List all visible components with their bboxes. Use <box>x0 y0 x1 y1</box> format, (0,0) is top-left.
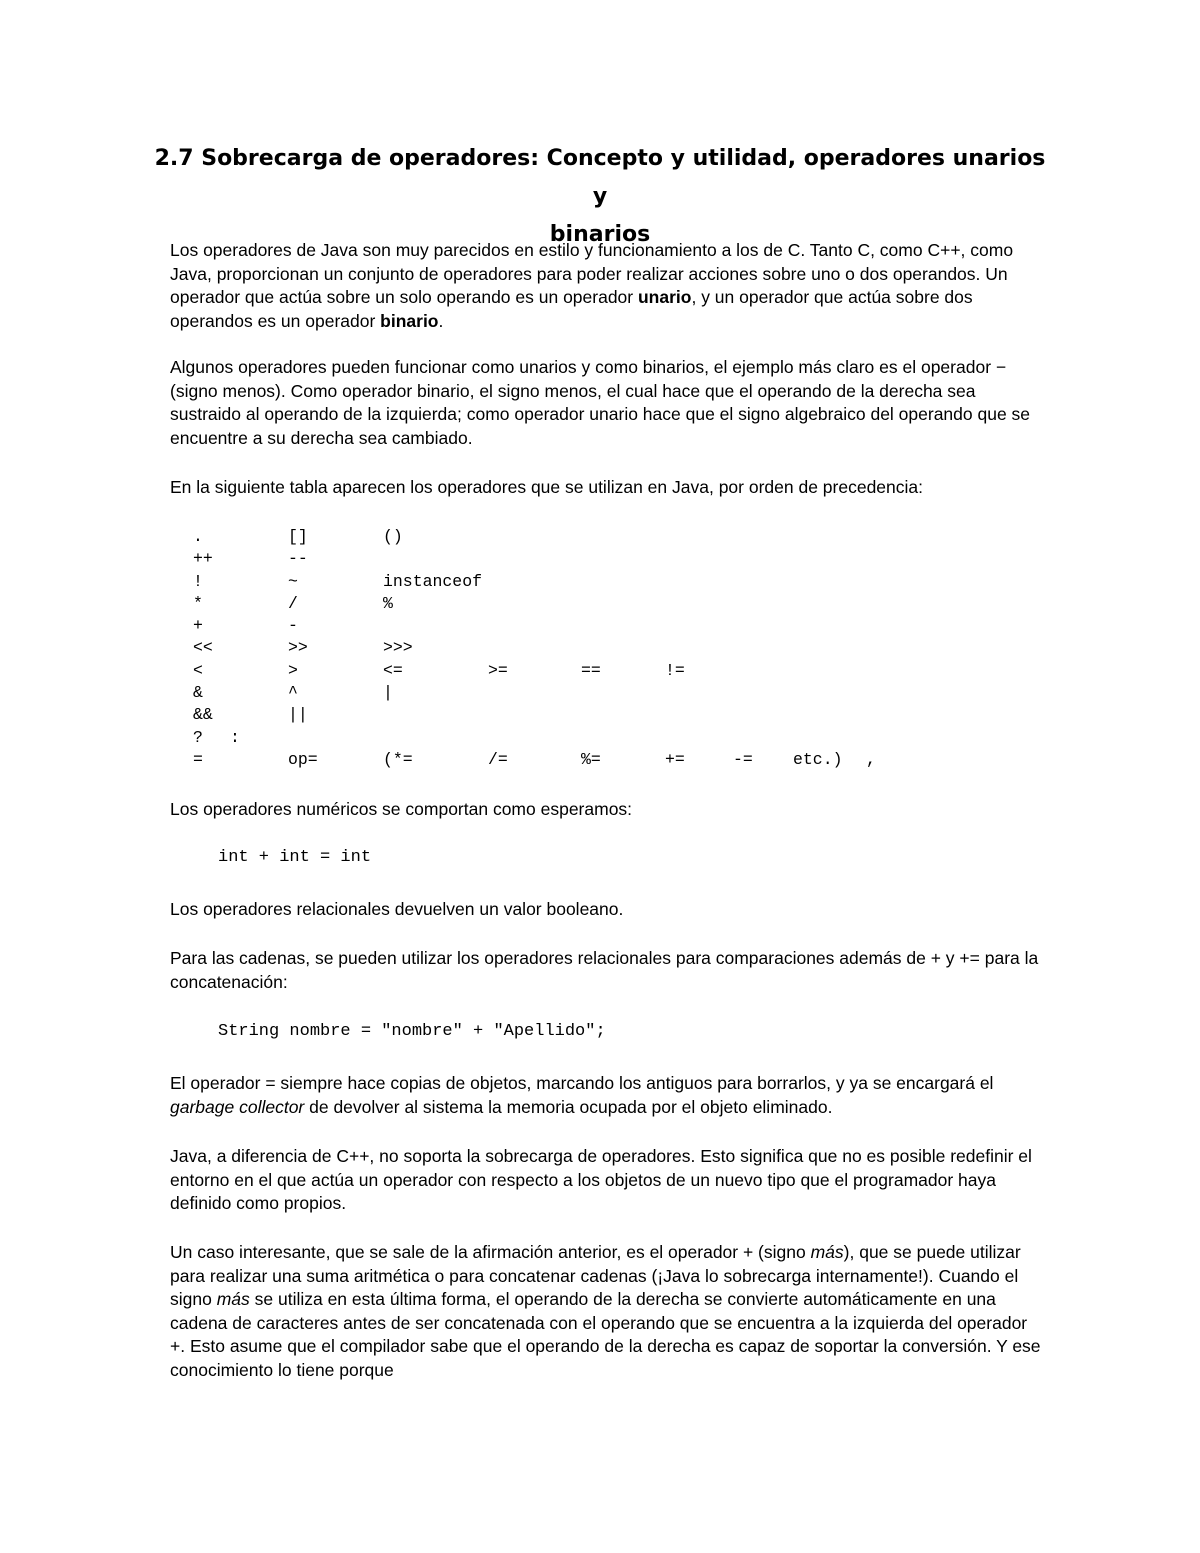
operator: < <box>193 660 203 680</box>
operator: == <box>581 660 601 680</box>
operator: >>> <box>383 638 413 658</box>
section-title-line-1: 2.7 Sobrecarga de operadores: Concepto y utilidad, operadores unarios y <box>154 146 1046 209</box>
paragraph-text: Un caso interesante, que se sale de la afirmación anterior, es el operador + (signo <box>170 1242 811 1262</box>
paragraph-text: ), que se puede utilizar para realizar una suma aritmética o para concatenar cadenas (¡Java lo sobrecarga internamente!). Cuando el signo <box>170 1242 1021 1309</box>
operator: op= <box>288 749 318 769</box>
operator: >= <box>488 660 508 680</box>
operator: & <box>193 683 203 703</box>
paragraph-relational-operators: Los operadores relacionales devuelven un valor booleano. <box>170 899 624 919</box>
operator: [] <box>288 527 308 546</box>
operator: != <box>665 660 685 680</box>
operator: ! <box>193 571 203 591</box>
operator: () <box>383 527 403 546</box>
operator: %= <box>581 749 601 769</box>
term-garbage-collector: garbage collector <box>170 1096 305 1117</box>
paragraph-text: . <box>438 310 444 331</box>
paragraph-java-operators-intro <box>170 239 1045 333</box>
operator: , <box>866 749 876 769</box>
term-mas: más <box>216 1289 250 1309</box>
operator: && <box>193 705 213 725</box>
paragraph-assignment-operator <box>170 1072 1045 1119</box>
operator: ^ <box>288 683 298 703</box>
paragraph-text: , y un operador que actúa sobre dos operandos es un operador <box>170 287 973 331</box>
operator: : <box>230 727 240 747</box>
operator: -= <box>733 749 753 769</box>
operator: + <box>193 616 203 636</box>
paragraph-text: se utiliza en esta última forma, el operando de la derecha se convierte automáticamente en una cadena de caracteres antes de ser concatenada con el operando que se encuentra a la izquierda del operador +. Esto asume que el compilador sabe que el operando de la derecha es capaz de soportar la conversión. Y ese conocimiento lo tiene porque <box>170 1289 1041 1380</box>
operator: >> <box>288 638 308 658</box>
operator: | <box>383 683 393 703</box>
operator: / <box>288 593 298 613</box>
operator: * <box>193 593 203 613</box>
operator: /= <box>488 749 508 769</box>
operator: instanceof <box>383 571 483 591</box>
operator: <= <box>383 660 403 680</box>
operator: ? <box>193 727 203 747</box>
paragraph-text: El operador = siempre hace copias de objetos, marcando los antiguos para borrarlos, y ya se encargará el <box>170 1073 994 1093</box>
operator: ++ <box>193 549 213 569</box>
operator: || <box>288 705 308 725</box>
operator: . <box>193 527 203 546</box>
operator: -- <box>288 549 308 569</box>
paragraph-no-overloading: Java, a diferencia de C++, no soporta la sobrecarga de operadores. Esto significa que no es posible redefinir el entorno en el que actúa un operador con respecto a los objetos de un nuevo tipo que el programador haya definido como propios. <box>170 1146 1032 1213</box>
code-snippet-string-concat: String nombre = "nombre" + "Apellido"; <box>218 1022 606 1041</box>
operator: - <box>288 616 298 636</box>
operator: ~ <box>288 571 298 591</box>
operator: etc.) <box>793 749 843 769</box>
section-title-line-2: binarios <box>549 222 651 247</box>
operator: % <box>383 593 393 613</box>
paragraph-text: Los operadores de Java son muy parecidos en estilo y funcionamiento a los de C. Tanto C, como C++, como Java, proporcionan un conjunto de operadores para poder realizar acciones sobre uno o dos operandos. Un operador que actúa sobre un solo operando es un operador <box>170 240 1014 307</box>
operator: (*= <box>383 749 413 769</box>
operator: = <box>193 749 203 769</box>
code-snippet-int-sum: int + int = int <box>218 848 372 867</box>
operator: += <box>665 749 685 769</box>
operator: > <box>288 660 298 680</box>
paragraph-string-operators: Para las cadenas, se pueden utilizar los operadores relacionales para comparaciones además de + y += para la concatenación: <box>170 948 1039 992</box>
term-binario: binario <box>380 310 439 331</box>
section-title <box>150 140 1050 254</box>
paragraph-plus-overload <box>170 1241 1045 1382</box>
paragraph-table-intro: En la siguiente tabla aparecen los operadores que se utilizan en Java, por orden de precedencia: <box>170 477 924 497</box>
operator: << <box>193 638 213 658</box>
term-unario: unario <box>637 287 692 307</box>
paragraph-text: de devolver al sistema la memoria ocupada por el objeto eliminado. <box>304 1096 833 1117</box>
term-mas: más <box>810 1242 844 1262</box>
paragraph-unary-binary: Algunos operadores pueden funcionar como unarios y como binarios, el ejemplo más claro es el operador − (signo menos). Como operador binario, el signo menos, el cual hace que el operando de la derecha sea sustraido al operando de la izquierda; como operador unario hace que el signo algebraico del operando que se encuentre a su derecha sea cambiado. <box>170 357 1031 448</box>
paragraph-numeric-operators: Los operadores numéricos se comportan como esperamos: <box>170 799 633 819</box>
